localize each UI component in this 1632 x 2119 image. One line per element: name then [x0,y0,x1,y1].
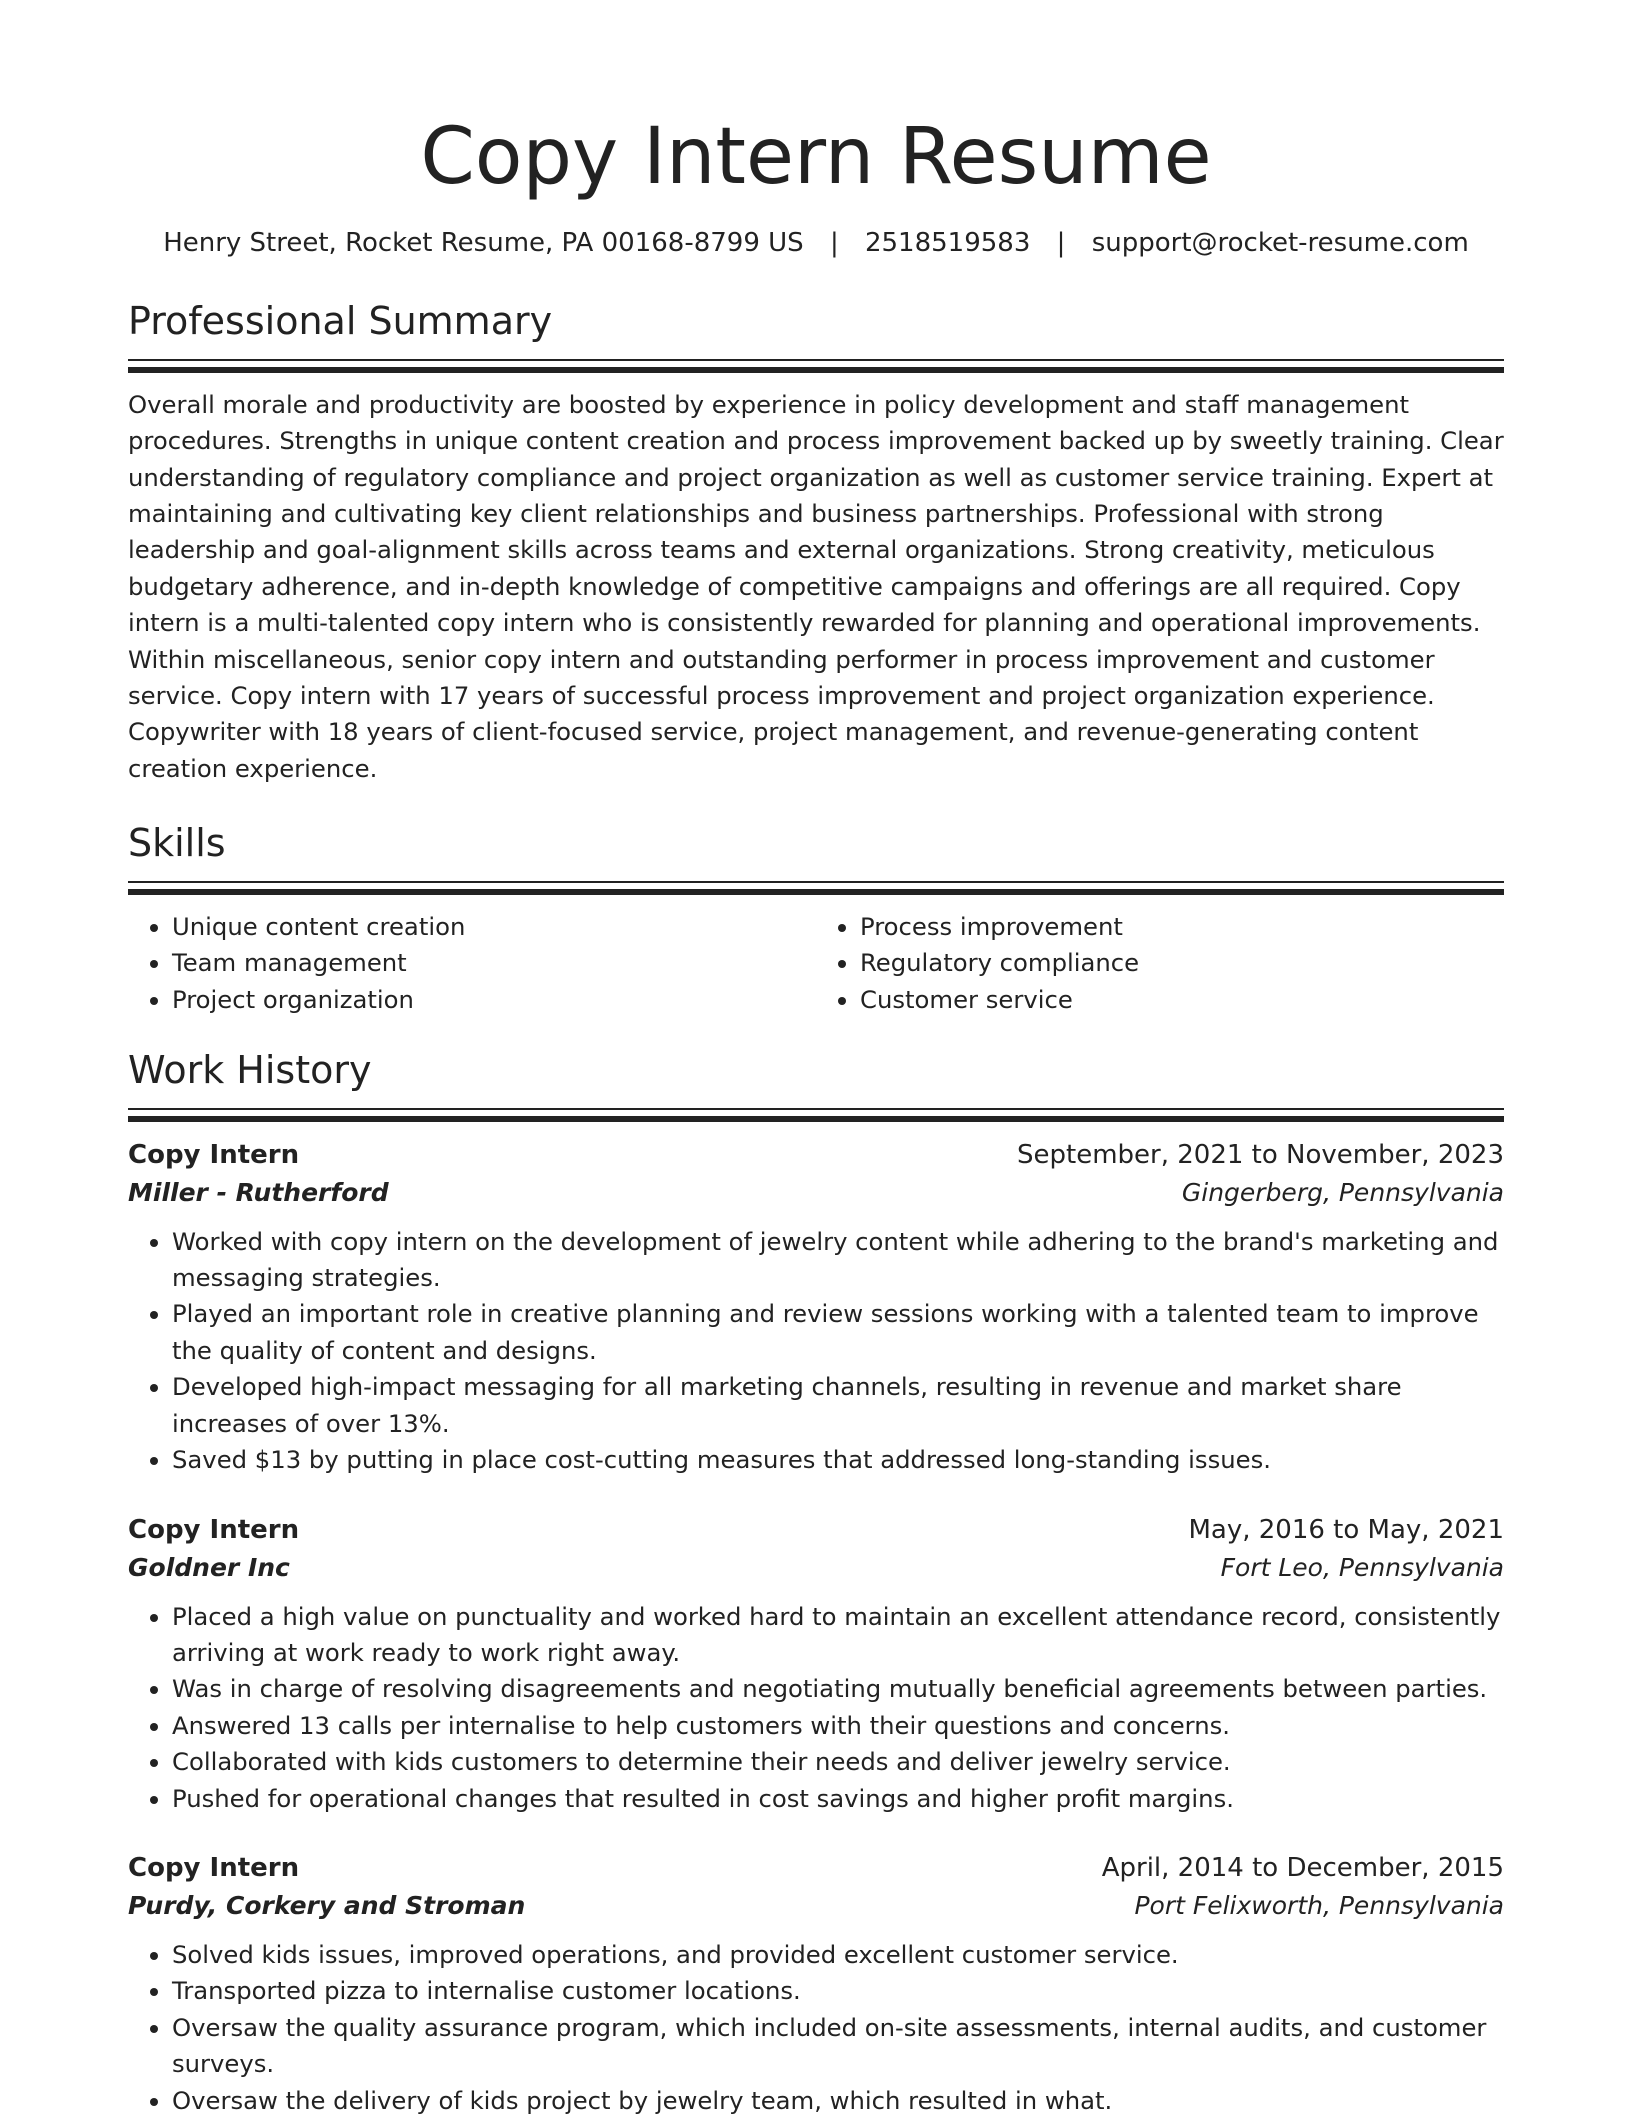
job-bullet: • Developed high-impact messaging for all marketing channels, resulting in revenue and market share increases of over 13%. [172,1369,1504,1442]
skill-item: • Regulatory compliance [860,945,1504,981]
job-header-row [128,1511,1504,1549]
job-entry [128,1136,1504,1479]
job-bullet: • Collaborated with kids customers to determine their needs and deliver jewelry service. [172,1744,1504,1780]
section-divider [128,881,1504,895]
job-bullets [128,1937,1504,2119]
job-bullet: • Transported pizza to internalise customer locations. [172,1973,1504,2009]
skill-item: • Unique content creation [172,909,816,945]
resume-header [128,0,1504,259]
job-bullets [128,1224,1504,1479]
job-bullet: • Played an important role in creative planning and review sessions working with a talented team to improve the quality of content and designs. [172,1296,1504,1369]
job-title: Copy Intern [128,1852,300,1883]
skill-item: • Customer service [860,982,1504,1018]
contact-address: Henry Street, Rocket Resume, PA 00168-8799 US [163,228,804,258]
work-section [128,1048,1504,2119]
job-bullet: • Worked with copy intern on the development of jewelry content while adhering to the brand's marketing and messaging strategies. [172,1224,1504,1297]
work-heading: Work History [128,1048,372,1093]
skill-item: • Process improvement [860,909,1504,945]
job-title: Copy Intern [128,1139,300,1170]
job-location: Fort Leo, Pennsylvania [1220,1552,1504,1582]
job-entry [128,1511,1504,1817]
contact-line [128,228,1504,259]
job-bullet: • Placed a high value on punctuality and worked hard to maintain an excellent attendance record, consistently arriving at work ready to work right away. [172,1599,1504,1672]
job-bullet: • Pushed for operational changes that resulted in cost savings and higher profit margins. [172,1781,1504,1817]
section-divider [128,1108,1504,1122]
job-company: Miller - Rutherford [128,1177,389,1207]
job-bullet: • Oversaw the delivery of kids project by jewelry team, which resulted in what. [172,2083,1504,2119]
skill-item: • Project organization [172,982,816,1018]
job-dates: September, 2021 to November, 2023 [1017,1139,1504,1170]
contact-separator: | [829,228,839,258]
job-company: Purdy, Corkery and Stroman [128,1890,526,1920]
contact-email: support@rocket-resume.com [1091,228,1469,258]
skills-list-left [128,909,816,1018]
job-company: Goldner Inc [128,1552,290,1582]
skills-section [128,821,1504,1018]
job-company-row [128,1887,1504,1925]
skills-grid [128,909,1504,1018]
job-bullets [128,1599,1504,1817]
job-entry [128,1849,1504,2119]
job-title: Copy Intern [128,1514,300,1545]
job-header-row [128,1136,1504,1174]
job-bullet: • Answered 13 calls per internalise to help customers with their questions and concerns. [172,1708,1504,1744]
summary-section [128,299,1504,787]
section-divider [128,359,1504,373]
job-location: Port Felixworth, Pennsylvania [1134,1890,1504,1920]
contact-separator: | [1056,228,1066,258]
job-bullet: • Saved $13 by putting in place cost-cutting measures that addressed long-standing issues. [172,1442,1504,1478]
contact-phone: 2518519583 [864,228,1031,258]
skills-list-right [816,909,1504,1018]
skill-item: • Team management [172,945,816,981]
job-bullet: • Oversaw the quality assurance program, which included on-site assessments, internal audits, and customer surveys. [172,2010,1504,2083]
summary-text: Overall morale and productivity are boosted by experience in policy development and staff management procedures. Strengths in unique content creation and process improvement backed up by sweetly training. Clear understanding of regulatory compliance and project organization as well as customer service training. Expert at maintaining and cultivating key client relationships and business partnerships. Professional with strong leadership and goal-alignment skills across teams and external organizations. Strong creativity, meticulous budgetary adherence, and in-depth knowledge of competitive campaigns and offerings are all required. Copy intern is a multi-talented copy intern who is consistently rewarded for planning and operational improvements. Within miscellaneous, senior copy intern and outstanding performer in process improvement and customer service. Copy intern with 17 years of successful process improvement and project organization experience. Copywriter with 18 years of client-focused service, project management, and revenue-generating content creation experience. [128,389,1504,783]
job-bullet: • Solved kids issues, improved operations, and provided excellent customer service. [172,1937,1504,1973]
job-dates: May, 2016 to May, 2021 [1188,1514,1504,1545]
resume-title: Copy Intern Resume [420,112,1212,202]
skills-heading: Skills [128,821,226,866]
job-header-row [128,1849,1504,1887]
summary-heading: Professional Summary [128,299,553,344]
job-company-row [128,1174,1504,1212]
job-bullet: • Was in charge of resolving disagreements and negotiating mutually beneficial agreements between parties. [172,1671,1504,1707]
job-dates: April, 2014 to December, 2015 [1101,1852,1504,1883]
job-location: Gingerberg, Pennsylvania [1181,1177,1504,1207]
job-company-row [128,1549,1504,1587]
